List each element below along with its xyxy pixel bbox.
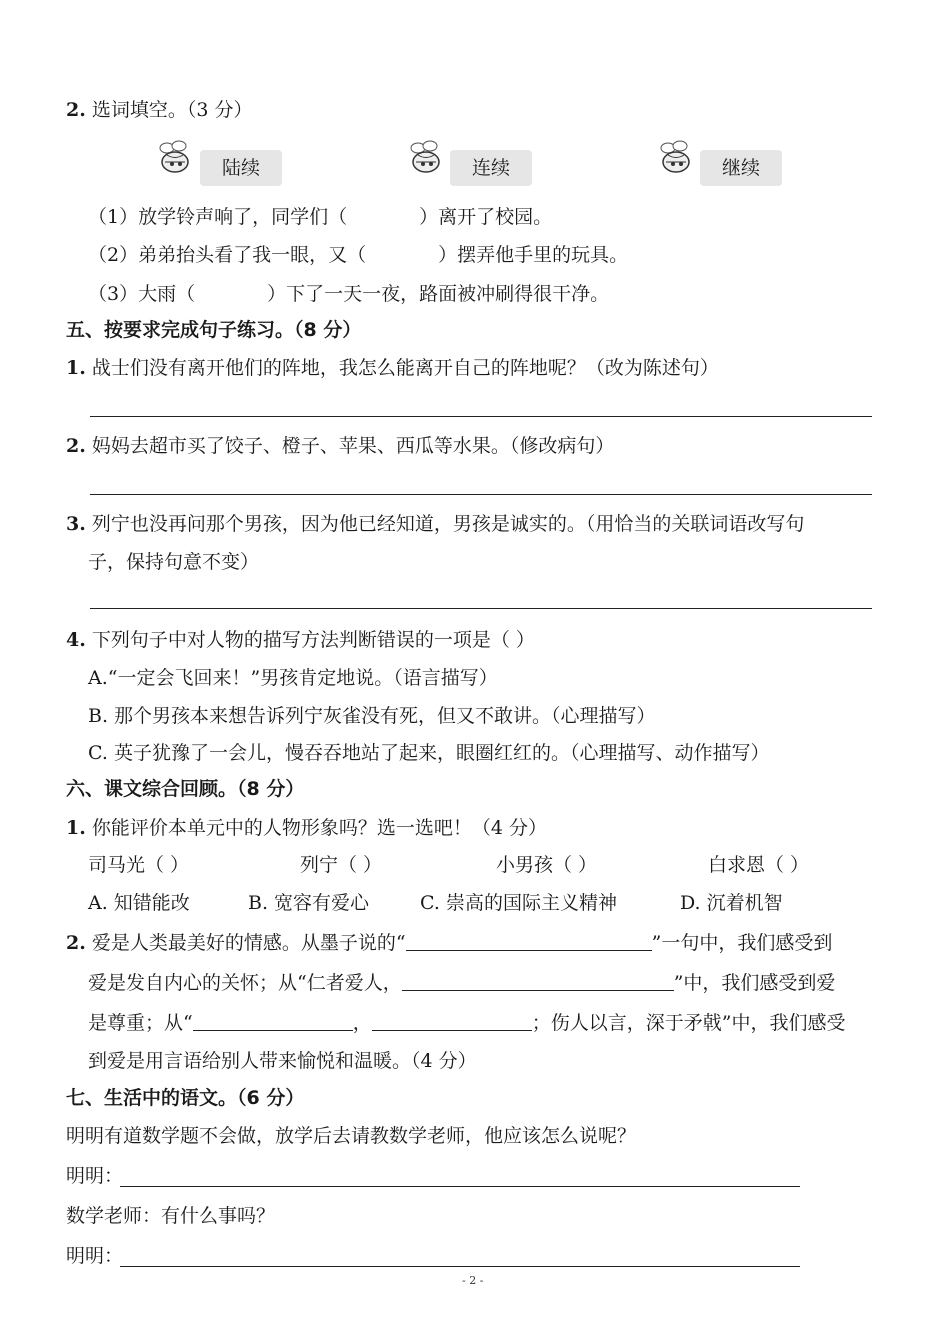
s6-question-2-line2: 爱是发自内心的关怀；从“仁者爱人， ”中，我们感受到爱 [88,972,836,994]
bee-icon [654,138,700,176]
s5-q4-option-a: A.“一定会飞回来！”男孩肯定地说。（语言描写） [88,667,498,689]
choice-b: B. 宽容有爱心 [248,892,370,914]
s6-question-2-line3: 是尊重；从“ ， ；伤人以言，深于矛戟”中，我们感受 [88,1012,846,1034]
word-option-3: 继续 [700,150,782,186]
blank-renzhe-quote[interactable] [402,970,674,991]
s6-question-1: 1. 你能评价本单元中的人物形象吗？选一选吧！（4 分） [66,817,548,839]
q2-fill-number: 2. [66,99,86,121]
choice-d: D. 沉着机智 [680,892,783,914]
s6-question-2-line4: 到爱是用言语给别人带来愉悦和温暖。（4 分） [88,1050,477,1072]
blank-mozi-quote[interactable] [406,930,652,951]
answer-line-mingming-2[interactable] [120,1266,800,1267]
word-option-2: 连续 [450,150,532,186]
answer-line-s5-q1[interactable] [90,416,872,417]
word-option-1: 陆续 [200,150,282,186]
person-simaguang: 司马光（ ） [88,854,190,876]
q2-fill-title: 选词填空。（3 分） [91,99,253,121]
s7-speaker-mingming-1: 明明： [66,1165,124,1187]
choice-c: C. 崇高的国际主义精神 [420,892,617,914]
s6-question-2-line1: 2. 爱是人类最美好的情感。从墨子说的“ ”一句中，我们感受到 [66,932,833,954]
answer-line-s5-q2[interactable] [90,494,872,495]
q2-fill-heading [66,98,253,122]
s5-question-3: 3. 列宁也没再问那个男孩，因为他已经知道，男孩是诚实的。（用恰当的关联词语改写句 [66,513,805,535]
page-number: - 2 - [462,1274,484,1287]
s5-q4-option-c: C. 英子犹豫了一会儿，慢吞吞地站了起来，眼圈红红的。（心理描写、动作描写） [88,742,770,764]
fill-item-1: （1）放学铃声响了，同学们（ ）离开了校园。 [88,206,553,228]
s5-question-3-cont: 子，保持句意不变） [88,551,260,573]
choice-a: A. 知错能改 [88,892,190,914]
person-xiaonanhai: 小男孩（ ） [496,854,598,876]
s5-question-2: 2. 妈妈去超市买了饺子、橙子、苹果、西瓜等水果。（修改病句） [66,435,615,457]
person-liening: 列宁（ ） [300,854,383,876]
answer-line-s5-q3[interactable] [90,608,872,609]
blank-quote-part1[interactable] [193,1010,353,1031]
person-baiqiuen: 白求恩（ ） [708,854,810,876]
fill-item-2: （2）弟弟抬头看了我一眼，又（ ）摆弄他手里的玩具。 [88,244,629,266]
bee-icon [153,138,199,176]
s7-prompt: 明明有道数学题不会做，放学后去请教数学老师，他应该怎么说呢？ [66,1125,637,1147]
section-7-title: 七、生活中的语文。（6 分） [66,1087,305,1109]
bee-icon [404,138,450,176]
section-6-title: 六、课文综合回顾。（8 分） [66,778,305,800]
s7-speaker-mingming-2: 明明： [66,1245,124,1267]
section-5-title: 五、按要求完成句子练习。（8 分） [66,319,362,341]
answer-line-mingming-1[interactable] [120,1186,800,1187]
s5-question-4: 4. 下列句子中对人物的描写方法判断错误的一项是（ ） [66,629,535,651]
s5-question-1: 1. 战士们没有离开他们的阵地，我怎么能离开自己的阵地呢？（改为陈述句） [66,357,719,379]
s7-teacher-line: 数学老师：有什么事吗？ [66,1205,276,1227]
blank-quote-part2[interactable] [372,1010,532,1031]
s5-q4-option-b: B. 那个男孩本来想告诉列宁灰雀没有死，但又不敢讲。（心理描写） [88,705,656,727]
fill-item-3: （3）大雨（ ）下了一天一夜，路面被冲刷得很干净。 [88,283,610,305]
